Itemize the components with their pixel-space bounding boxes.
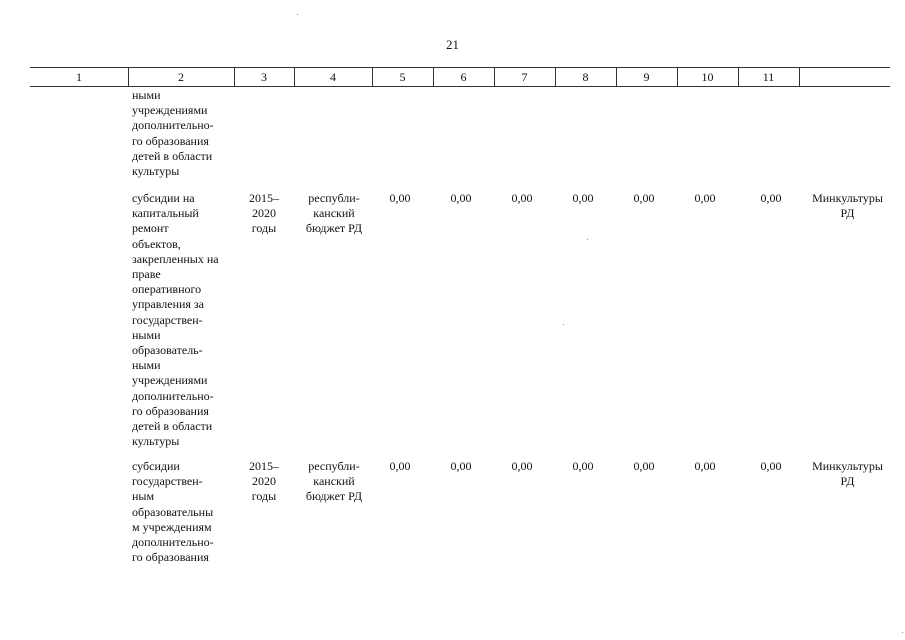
row-value-11: 0,00 bbox=[760, 459, 782, 473]
column-header-4: 4 bbox=[330, 70, 336, 84]
row-value-5: 0,00 bbox=[389, 191, 411, 205]
column-header-9: 9 bbox=[643, 70, 650, 84]
column-header-12 bbox=[799, 68, 890, 86]
column-header-6: 6 bbox=[460, 70, 467, 84]
column-header-1: 1 bbox=[76, 70, 82, 84]
row-value-9: 0,00 bbox=[633, 459, 655, 473]
row-value-8: 0,00 bbox=[572, 459, 594, 473]
row-funding-source: республи- канский бюджет РД bbox=[305, 459, 363, 504]
row-value-5: 0,00 bbox=[389, 459, 411, 473]
row-value-10: 0,00 bbox=[694, 191, 716, 205]
scan-speck bbox=[902, 632, 903, 633]
column-header-11: 11 bbox=[762, 70, 775, 84]
row-value-8: 0,00 bbox=[572, 191, 594, 205]
page-number: 21 bbox=[446, 37, 459, 52]
column-header-3: 3 bbox=[261, 70, 267, 84]
column-header-7: 7 bbox=[521, 70, 528, 84]
row-description: субсидии государствен- ным образовательны м учреждениям дополнительно- го образования bbox=[132, 459, 214, 565]
row-funding-source: республи- канский бюджет РД bbox=[305, 191, 363, 236]
row-value-9: 0,00 bbox=[633, 191, 655, 205]
column-header-10: 10 bbox=[701, 70, 714, 84]
row-value-10: 0,00 bbox=[694, 459, 716, 473]
row-value-6: 0,00 bbox=[450, 191, 472, 205]
column-header-5: 5 bbox=[399, 70, 406, 84]
row-value-7: 0,00 bbox=[511, 459, 533, 473]
row-description: субсидии на капитальный ремонт объектов, закрепленных на праве оперативного управления за государствен- ными образователь- ными учреждениями дополнительно- го образования детей в области культуры bbox=[132, 191, 219, 449]
row-value-7: 0,00 bbox=[511, 191, 533, 205]
table-header-row bbox=[30, 67, 890, 87]
row-period: 2015– 2020 годы bbox=[249, 191, 279, 236]
row-executor: Минкультуры РД bbox=[812, 459, 883, 489]
row-period: 2015– 2020 годы bbox=[249, 459, 279, 504]
scan-speck bbox=[587, 239, 588, 240]
column-header-8: 8 bbox=[582, 70, 589, 84]
row-value-6: 0,00 bbox=[450, 459, 472, 473]
row-executor: Минкультуры РД bbox=[812, 191, 883, 221]
column-header-2: 2 bbox=[178, 70, 184, 84]
row-value-11: 0,00 bbox=[760, 191, 782, 205]
continuation-description: ными учреждениями дополнительно- го образования детей в области культуры bbox=[132, 88, 214, 179]
scan-speck bbox=[563, 324, 564, 325]
scan-speck bbox=[297, 14, 298, 15]
